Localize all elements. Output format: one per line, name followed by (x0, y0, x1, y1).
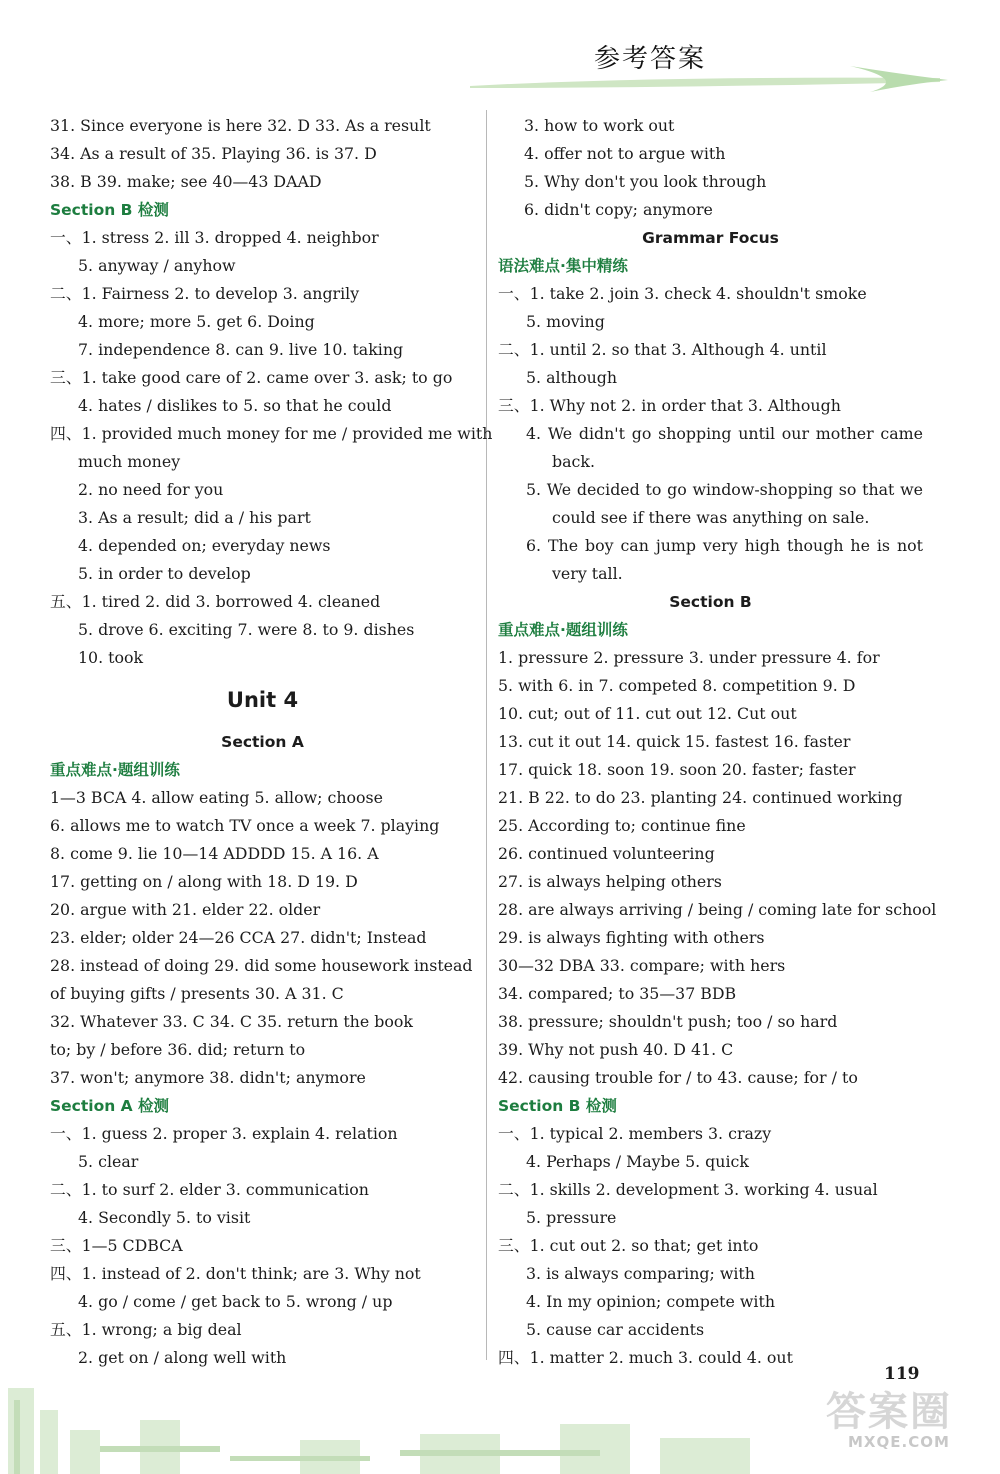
answer-line: 三、1. take good care of 2. came over 3. ask; to go (50, 368, 453, 387)
answer-line: 二、1. until 2. so that 3. Although 4. until (498, 340, 827, 359)
answer-line: 一、1. typical 2. members 3. crazy (498, 1124, 772, 1143)
answer-line: 5. pressure (526, 1208, 617, 1227)
answer-line: 34. As a result of 35. Playing 36. is 37. D (50, 144, 377, 163)
answer-line: 三、1. Why not 2. in order that 3. Although (498, 396, 841, 415)
left-column (50, 112, 493, 1372)
answer-line: 5. in order to develop (78, 564, 251, 583)
answer-line: 四、1. matter 2. much 3. could 4. out (498, 1348, 793, 1367)
answer-line: 42. causing trouble for / to 43. cause; for / to (498, 1068, 858, 1087)
answer-line: 五、1. wrong; a big deal (50, 1320, 242, 1339)
section-title: Section A (221, 733, 304, 751)
watermark (826, 1380, 952, 1451)
answer-line: could see if there was anything on sale. (552, 508, 870, 527)
answer-line: 5. moving (526, 312, 605, 331)
answer-line: 6. didn't copy; anymore (524, 200, 713, 219)
answer-line: 1. pressure 2. pressure 3. under pressure 4. for (498, 648, 880, 667)
answer-line: to; by / before 36. did; return to (50, 1040, 306, 1059)
answer-line: 25. According to; continue fine (498, 816, 746, 835)
answer-line: 31. Since everyone is here 32. D 33. As a result (50, 116, 431, 135)
answer-line: 20. argue with 21. elder 22. older (50, 900, 321, 919)
answer-line: 4. In my opinion; compete with (526, 1292, 775, 1311)
section-title: Grammar Focus (642, 229, 779, 247)
answer-line: 2. no need for you (78, 480, 224, 499)
unit-title: Unit 4 (226, 688, 299, 712)
answer-line: 4. We didn't go shopping until our mother came (526, 424, 923, 443)
answer-line: 4. depended on; everyday news (78, 536, 331, 555)
answer-line: 28. instead of doing 29. did some housework instead (50, 956, 473, 975)
page-number: 119 (884, 1364, 920, 1384)
answer-line: much money (78, 452, 181, 471)
footer-decoration (0, 1380, 820, 1474)
answer-line: 4. offer not to argue with (524, 144, 726, 163)
answer-line: 一、1. guess 2. proper 3. explain 4. relation (50, 1124, 398, 1143)
answer-line: 37. won't; anymore 38. didn't; anymore (50, 1068, 366, 1087)
watermark-url: MXQE.COM (848, 1433, 950, 1451)
header-swoosh-decoration (470, 58, 950, 102)
answer-line: 一、1. take 2. join 3. check 4. shouldn't smoke (498, 284, 867, 303)
answer-line: 三、1—5 CDBCA (50, 1236, 183, 1255)
answer-line: 四、1. instead of 2. don't think; are 3. Why not (50, 1264, 421, 1283)
answer-line: 1—3 BCA 4. allow eating 5. allow; choose (50, 788, 383, 807)
answer-line: 3. As a result; did a / his part (78, 508, 311, 527)
section-heading: Section B 检测 (498, 1097, 617, 1115)
answer-line: 5. anyway / anyhow (78, 256, 236, 275)
answer-line: 5. We decided to go window-shopping so that we (526, 480, 923, 499)
answer-line: 5. clear (78, 1152, 139, 1171)
answer-line: 38. B 39. make; see 40—43 DAAD (50, 172, 322, 191)
answer-line: 一、1. stress 2. ill 3. dropped 4. neighbor (50, 228, 379, 247)
answer-line: 34. compared; to 35—37 BDB (498, 984, 737, 1003)
answer-line: 3. how to work out (524, 116, 675, 135)
answer-line: 28. are always arriving / being / coming late for school (498, 900, 937, 919)
answer-line: 4. go / come / get back to 5. wrong / up (78, 1292, 393, 1311)
answer-line: back. (552, 452, 595, 471)
answer-line: 30—32 DBA 33. compare; with hers (498, 956, 786, 975)
answer-line: 7. independence 8. can 9. live 10. taking (78, 340, 404, 359)
section-heading: 重点难点·题组训练 (498, 621, 628, 639)
answer-line: 17. getting on / along with 18. D 19. D (50, 872, 358, 891)
watermark-logo-text: 答案圈 (826, 1389, 952, 1435)
answer-line: 二、1. Fairness 2. to develop 3. angrily (50, 284, 360, 303)
section-heading: Section B 检测 (50, 201, 169, 219)
answer-line: very tall. (552, 564, 623, 583)
answer-line: 5. with 6. in 7. competed 8. competition 9. D (498, 676, 856, 695)
answer-line: 4. Perhaps / Maybe 5. quick (526, 1152, 749, 1171)
answer-line: 39. Why not push 40. D 41. C (498, 1040, 734, 1059)
answer-line: 4. more; more 5. get 6. Doing (78, 312, 315, 331)
answer-line: 23. elder; older 24—26 CCA 27. didn't; Instead (50, 928, 427, 947)
page-header-title: 参考答案 (594, 44, 707, 74)
answer-line: 5. cause car accidents (526, 1320, 705, 1339)
answer-line: 32. Whatever 33. C 34. C 35. return the book (50, 1012, 413, 1031)
answer-line: 10. cut; out of 11. cut out 12. Cut out (498, 704, 797, 723)
answer-line: 5. drove 6. exciting 7. were 8. to 9. dishes (78, 620, 415, 639)
answer-line: 4. hates / dislikes to 5. so that he could (78, 396, 392, 415)
answer-line: 38. pressure; shouldn't push; too / so hard (498, 1012, 838, 1031)
answer-line: 6. The boy can jump very high though he is not (526, 536, 923, 555)
answer-line: 17. quick 18. soon 19. soon 20. faster; faster (498, 760, 856, 779)
answer-line: 10. took (78, 648, 144, 667)
section-title: Section B (669, 593, 752, 611)
answer-line: 8. come 9. lie 10—14 ADDDD 15. A 16. A (50, 844, 379, 863)
answer-line: 6. allows me to watch TV once a week 7. playing (50, 816, 440, 835)
answer-line: 29. is always fighting with others (498, 928, 765, 947)
answer-line: 五、1. tired 2. did 3. borrowed 4. cleaned (50, 592, 381, 611)
answer-line: 21. B 22. to do 23. planting 24. continued working (498, 788, 903, 807)
answer-line: 4. Secondly 5. to visit (78, 1208, 251, 1227)
answer-line: 26. continued volunteering (498, 844, 715, 863)
answer-line: 3. is always comparing; with (526, 1264, 755, 1283)
section-heading: 语法难点·集中精练 (498, 257, 628, 275)
answer-line: 二、1. to surf 2. elder 3. communication (50, 1180, 369, 1199)
answer-line: 三、1. cut out 2. so that; get into (498, 1236, 759, 1255)
answer-line: 2. get on / along well with (78, 1348, 287, 1367)
column-divider (486, 110, 487, 1360)
right-column (498, 112, 937, 1372)
answer-line: 四、1. provided much money for me / provided me with (50, 424, 493, 443)
answer-line: 二、1. skills 2. development 3. working 4. usual (498, 1180, 878, 1199)
answer-line: 13. cut it out 14. quick 15. fastest 16. faster (498, 732, 851, 751)
answer-line: 5. although (526, 368, 618, 387)
answer-line: 27. is always helping others (498, 872, 722, 891)
section-heading: Section A 检测 (50, 1097, 170, 1115)
section-heading: 重点难点·题组训练 (50, 761, 180, 779)
answer-line: 5. Why don't you look through (524, 172, 767, 191)
answer-line: of buying gifts / presents 30. A 31. C (50, 984, 344, 1003)
